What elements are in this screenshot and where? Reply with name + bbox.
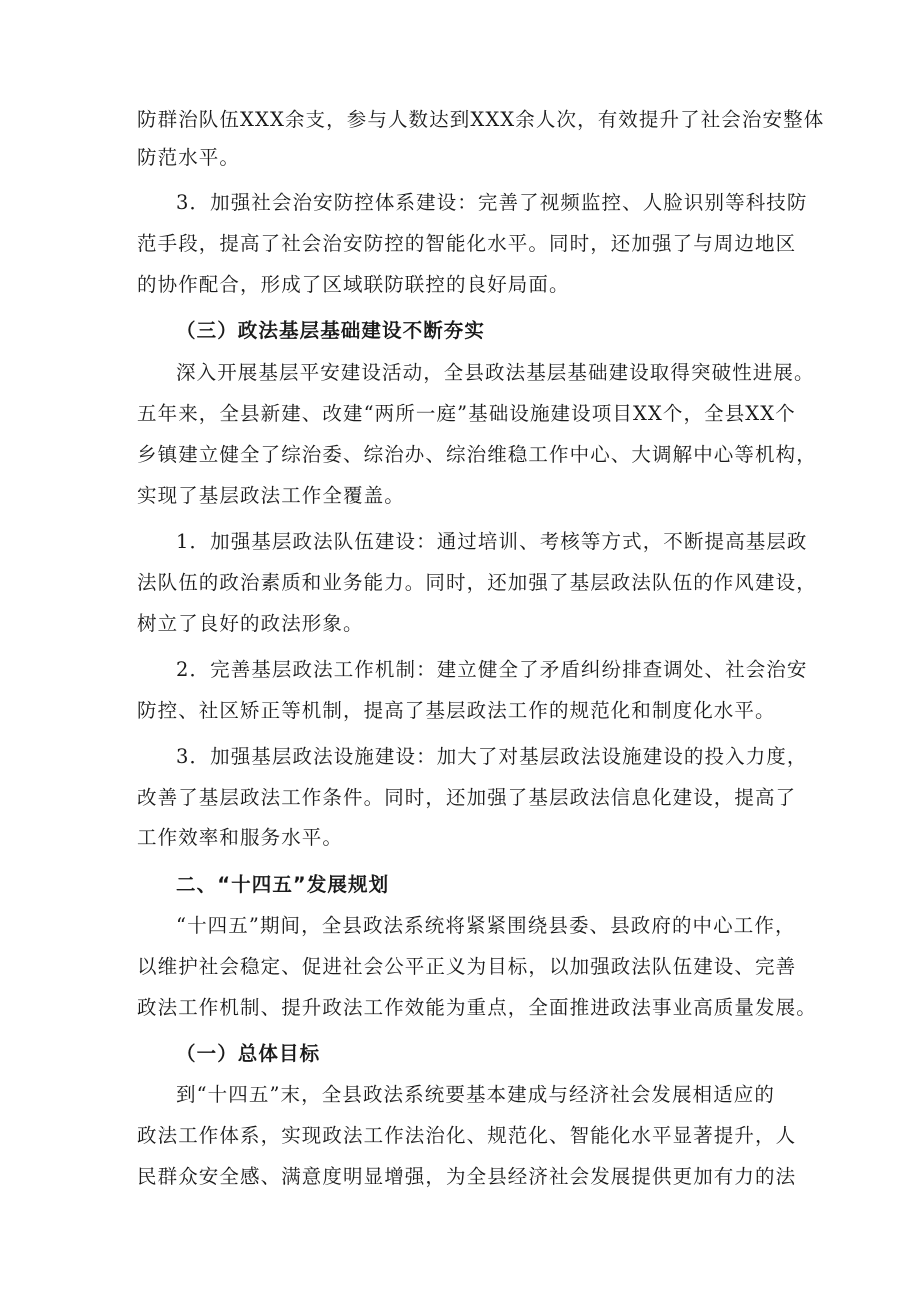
- paragraph-line: 民群众安全感、满意度明显增强，为全县经济社会发展提供更加有力的法: [137, 1165, 797, 1188]
- paragraph-line: 实现了基层政法工作全覆盖。: [137, 484, 405, 507]
- list-item-line: 1．加强基层政法队伍建设：通过培训、考核等方式，不断提高基层政: [176, 530, 808, 553]
- paragraph-line: 以维护社会稳定、促进社会公平正义为目标，以加强政法队伍建设、完善: [137, 955, 797, 978]
- paragraph-line: 防控、社区矫正等机制，提高了基层政法工作的规范化和制度化水平。: [137, 699, 776, 722]
- list-item-line: 3．加强社会治安防控体系建设：完善了视频监控、人脸识别等科技防: [176, 191, 808, 214]
- paragraph-line: 工作效率和服务水平。: [137, 826, 344, 849]
- list-item-line: 2．完善基层政法工作机制：建立健全了矛盾纠纷排查调处、社会治安: [176, 658, 808, 681]
- list-item-line: 3．加强基层政法设施建设：加大了对基层政法设施建设的投入力度，: [176, 745, 808, 768]
- paragraph-line: 政法工作体系，实现政法工作法治化、规范化、智能化水平显著提升，人: [137, 1124, 797, 1147]
- paragraph-line: 到“十四五”末，全县政法系统要基本建成与经济社会发展相适应的: [176, 1083, 775, 1106]
- paragraph-line: 防范水平。: [137, 146, 241, 169]
- paragraph-line: 范手段，提高了社会治安防控的智能化水平。同时，还加强了与周边地区: [137, 232, 797, 255]
- paragraph-line: 法队伍的政治素质和业务能力。同时，还加强了基层政法队伍的作风建设，: [137, 571, 817, 594]
- paragraph-line: 政法工作机制、提升政法工作效能为重点，全面推进政法事业高质量发展。: [137, 996, 817, 1019]
- paragraph-line: 防群治队伍XXX余支，参与人数达到XXX余人次，有效提升了社会治安整体: [137, 108, 825, 131]
- section-heading: 二、“十四五”发展规划: [176, 873, 390, 896]
- paragraph-line: 深入开展基层平安建设活动，全县政法基层基础建设取得突破性进展。: [176, 361, 815, 384]
- paragraph-line: 五年来，全县新建、改建“两所一庭”基础设施建设项目XX个，全县XX个: [137, 402, 796, 425]
- section-heading: （一）总体目标: [176, 1042, 321, 1065]
- paragraph-line: 改善了基层政法工作条件。同时，还加强了基层政法信息化建设，提高了: [137, 786, 797, 809]
- paragraph-line: 树立了良好的政法形象。: [137, 612, 364, 635]
- section-heading: （三）政法基层基础建设不断夯实: [176, 319, 486, 342]
- paragraph-line: 乡镇建立健全了综治委、综治办、综治维稳工作中心、大调解中心等机构，: [137, 443, 817, 466]
- paragraph-line: 的协作配合，形成了区域联防联控的良好局面。: [137, 273, 570, 296]
- paragraph-line: “十四五”期间，全县政法系统将紧紧围绕县委、县政府的中心工作，: [176, 914, 796, 937]
